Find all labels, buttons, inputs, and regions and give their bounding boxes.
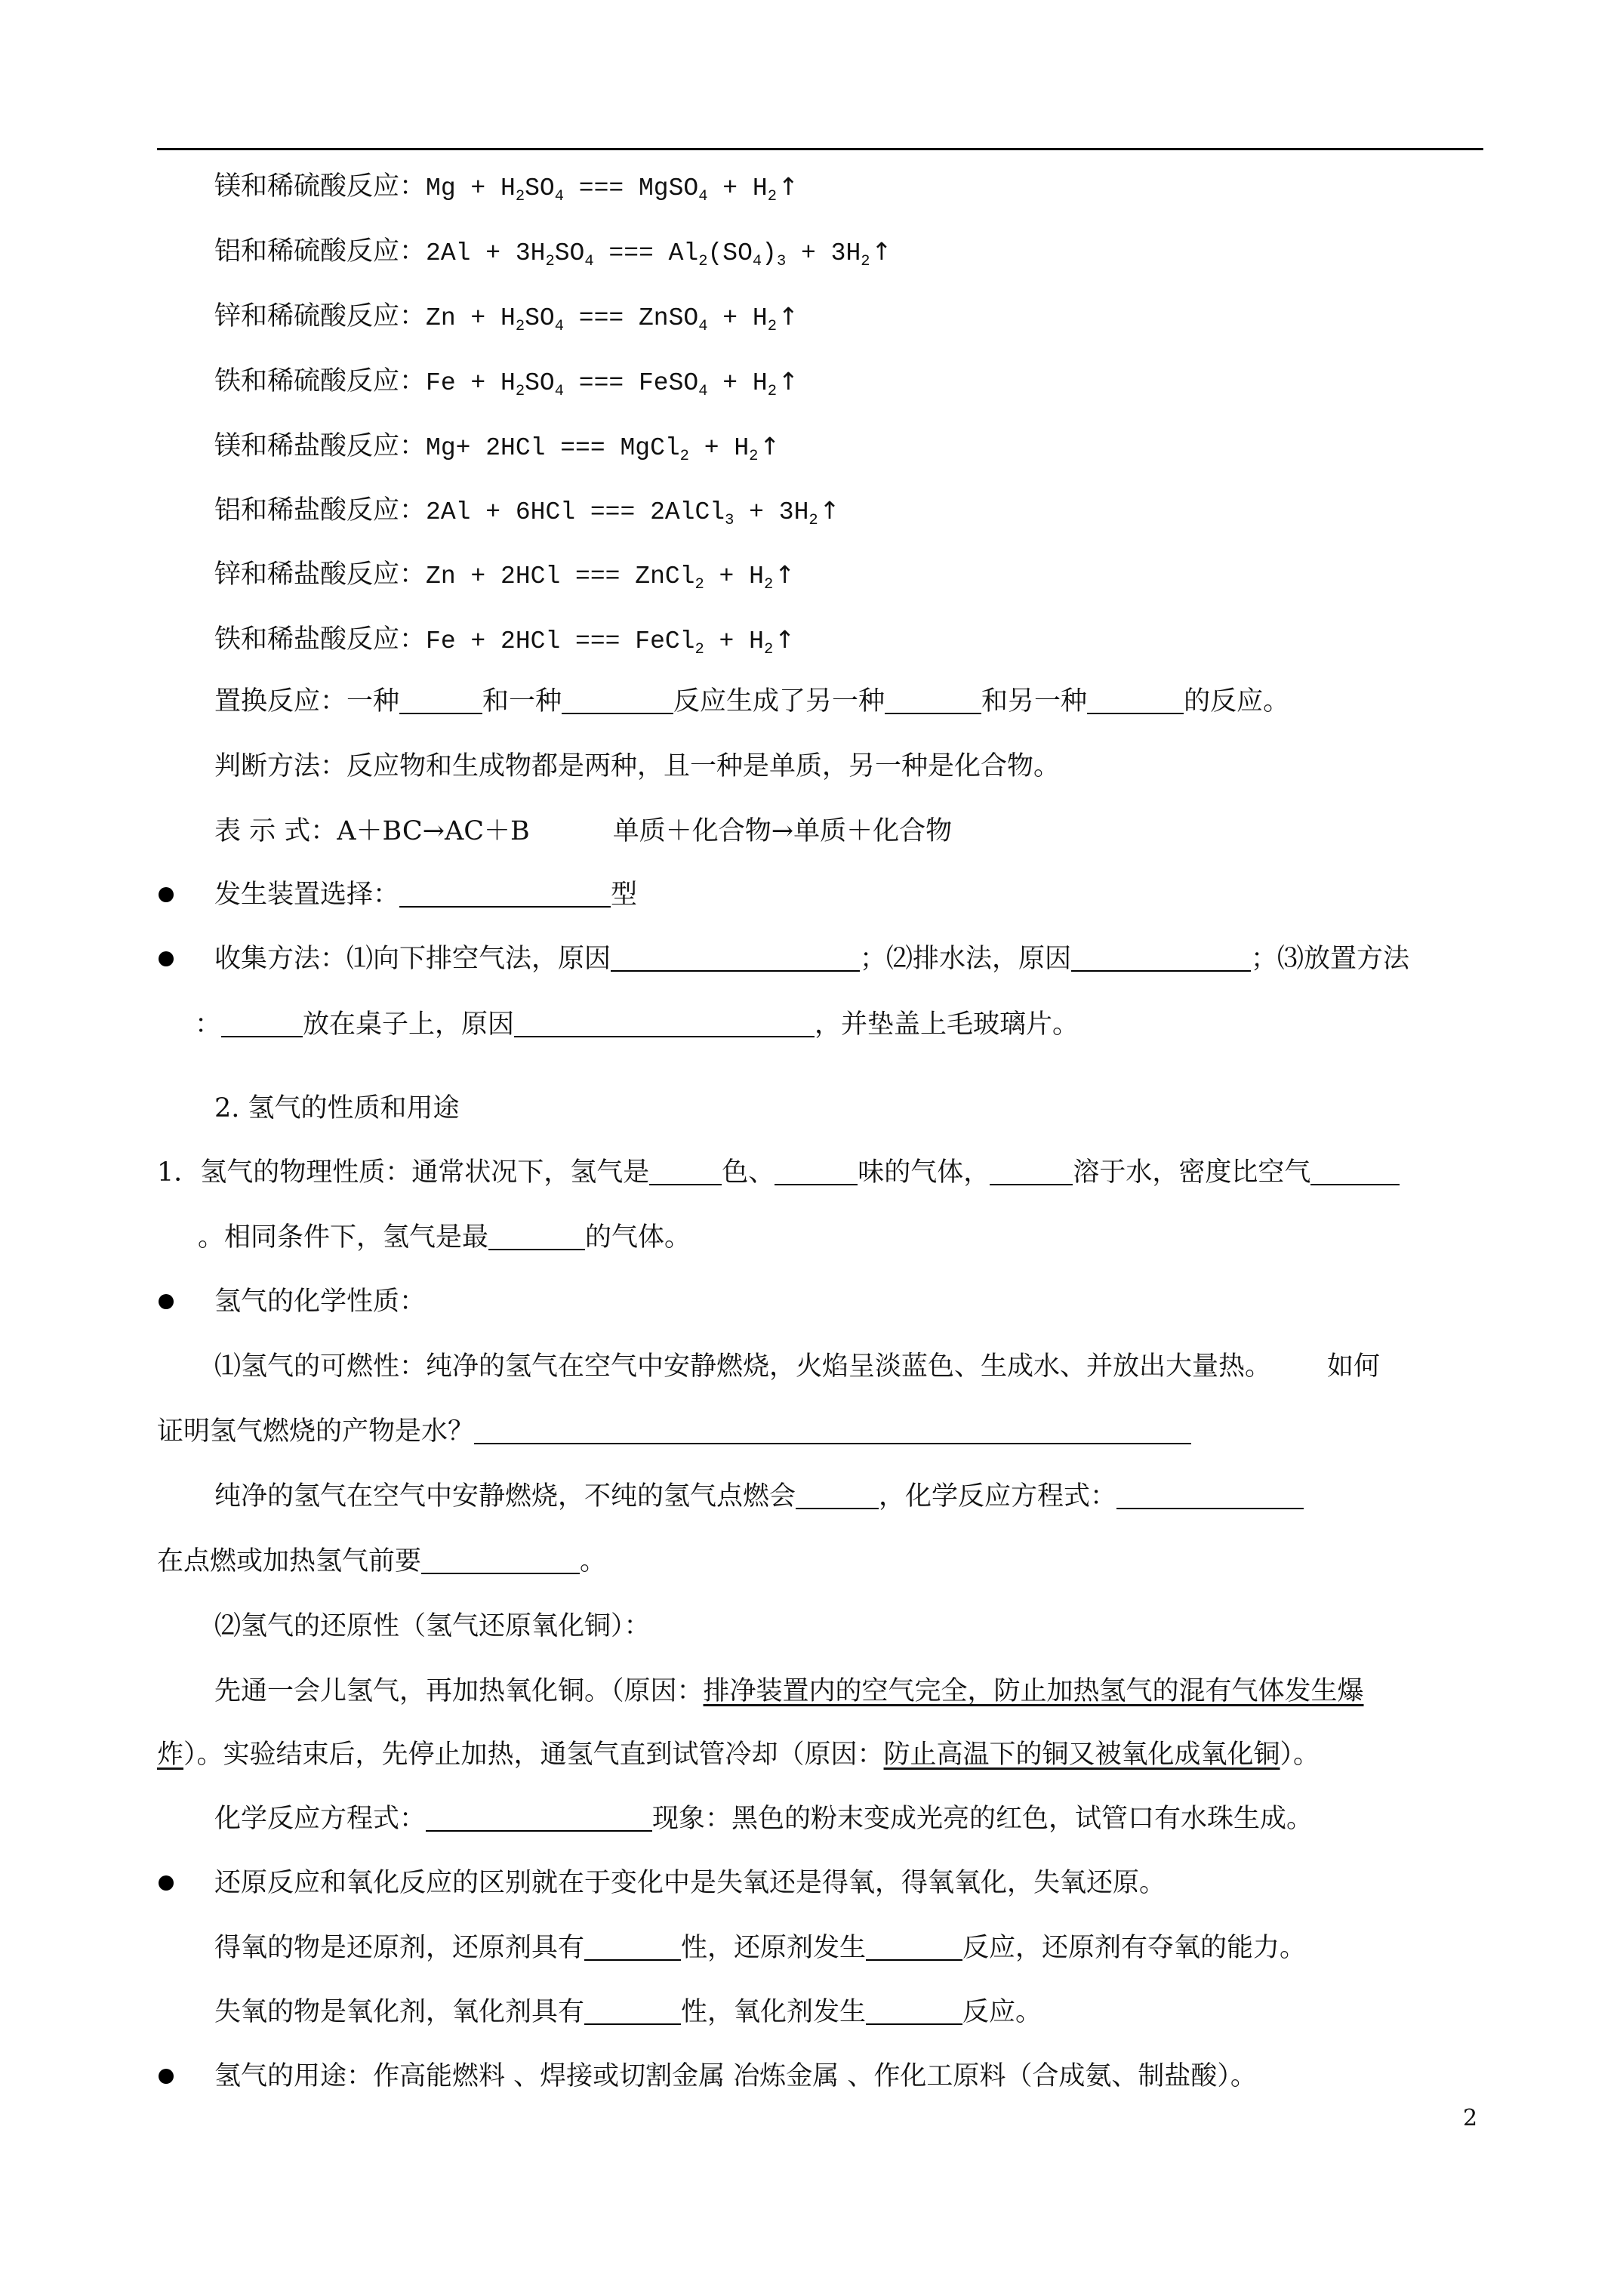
reaction-line: [214, 427, 780, 467]
reaction-line: [214, 233, 892, 273]
procedure-cont: 炸）。实验结束后，先停止加热，通氢气直到试管冷却（原因：防止高温下的铜又被氧化成氧化铜）。: [157, 1740, 1320, 1770]
blank[interactable]: [1116, 1482, 1304, 1509]
reaction-label: 铁和稀硫酸反应：: [214, 366, 427, 396]
gas-arrow-icon: ↑: [775, 560, 796, 589]
blank[interactable]: [866, 1934, 962, 1961]
reaction-label: 铝和稀硫酸反应：: [214, 236, 427, 267]
reaction-label: 锌和稀盐酸反应：: [214, 559, 427, 590]
redox-definition: 还原反应和氧化反应的区别就在于变化中是失氧还是得氧，得氧氧化，失氧还原。: [214, 1868, 1166, 1898]
physical-properties-cont: 。相同条件下，氢气是最 的气体。: [198, 1222, 691, 1253]
reaction-label: 镁和稀盐酸反应：: [214, 431, 427, 461]
reaction-label: 铝和稀盐酸反应：: [214, 495, 427, 525]
gas-arrow-icon: ↑: [775, 625, 796, 654]
combustion-question: 证明氢气燃烧的产物是水？: [157, 1413, 1191, 1450]
section-title: 2. 氢气的性质和用途: [214, 1093, 460, 1123]
reaction-equation: Mg+ 2HCl === MgCl$_2$ + $H_2↑$: [426, 432, 781, 466]
reaction-equation: $2Al + 3H_2SO_4$ === $Al_2(SO_4)_3$ + $3H_2↑$: [426, 237, 892, 271]
blank[interactable]: [399, 880, 611, 908]
blank[interactable]: [514, 1010, 815, 1037]
oxidizing-agent: 失氧的物是氧化剂，氧化剂具有 性，氧化剂发生 反应。: [214, 1997, 1042, 2027]
gas-arrow-icon: ↑: [778, 172, 799, 201]
reaction-equation: $Fe + H_2SO_4$ === FeSO$_4$ + $H_2↑$: [426, 367, 799, 401]
reaction-line: [214, 362, 799, 402]
reaction-line: [214, 492, 839, 532]
physical-properties: 1．氢气的物理性质：通常状况下，氢气是 色、 味的气体， 溶于水，密度比空气: [157, 1154, 1400, 1191]
reaction-equation: 2Al + 6HCl === 2AlCl$_3$ + $3H_2↑$: [426, 496, 840, 530]
blank[interactable]: [474, 1417, 1191, 1444]
page-number: 2: [1463, 2105, 1478, 2131]
reaction-equation: Fe + 2HCl === FeCl$_2$ + $H_2↑$: [426, 625, 796, 659]
reaction-label: 铁和稀盐酸反应：: [214, 624, 427, 655]
blank[interactable]: [796, 1482, 879, 1509]
apparatus-choice: 发生装置选择： 型: [214, 880, 638, 910]
displacement-definition: 置换反应：一种 和一种 反应生成了另一种 和另一种 的反应。: [214, 686, 1290, 717]
blank[interactable]: [584, 1934, 681, 1961]
bullet-icon: [159, 1875, 174, 1891]
bullet-icon: [159, 951, 174, 966]
bullet-icon: [159, 1294, 174, 1309]
bullet-icon: [159, 2069, 174, 2084]
procedure: 先通一会儿氢气，再加热氧化铜。（原因：排净装置内的空气完全，防止加热氢气的混有气体发生爆: [214, 1676, 1364, 1706]
blank[interactable]: [990, 1158, 1073, 1185]
reaction-label: 锌和稀硫酸反应：: [214, 301, 427, 331]
general-formula: 表 示 式：A＋BC→AC＋B 单质＋化合物→单质＋化合物: [214, 816, 953, 846]
collection-method: 收集方法：⑴向下排空气法，原因 ；⑵排水法，原因 ；⑶放置方法: [214, 944, 1410, 974]
collection-method-cont: ： 放在桌子上，原因 ，并垫盖上毛玻璃片。: [195, 1009, 1079, 1040]
reaction-line: [214, 168, 799, 208]
chemical-properties-title: 氢气的化学性质：: [214, 1287, 427, 1317]
blank[interactable]: [562, 687, 673, 714]
blank[interactable]: [611, 945, 860, 972]
judge-method: 判断方法：反应物和生成物都是两种，且一种是单质，另一种是化合物。: [214, 751, 1061, 781]
blank[interactable]: [649, 1158, 722, 1185]
blank[interactable]: [1087, 687, 1184, 714]
blank[interactable]: [584, 1998, 681, 2025]
reaction-equation: $Mg + H_2SO_4$ === MgSO$_4$ + $H_2↑$: [426, 172, 799, 206]
blank[interactable]: [488, 1223, 585, 1250]
reduction-title: ⑵氢气的还原性（氢气还原氧化铜）：: [214, 1611, 651, 1641]
blank[interactable]: [1071, 945, 1251, 972]
hydrogen-uses: 氢气的用途：作高能燃料 、焊接或切割金属 冶炼金属 、作化工原料（合成氨、制盐酸）。: [214, 2061, 1257, 2091]
gas-arrow-icon: ↑: [819, 496, 840, 525]
combustion: ⑴氢气的可燃性：纯净的氢气在空气中安静燃烧，火焰呈淡蓝色、生成水、并放出大量热。 如何: [214, 1351, 1381, 1382]
blank[interactable]: [399, 687, 482, 714]
reducing-agent: 得氧的物是还原剂，还原剂具有 性，还原剂发生 反应，还原剂有夺氧的能力。: [214, 1933, 1307, 1963]
gas-arrow-icon: ↑: [778, 367, 799, 396]
reduction-equation: 化学反应方程式： 现象：黑色的粉末变成光亮的红色，试管口有水珠生成。: [214, 1804, 1313, 1834]
blank[interactable]: [775, 1158, 858, 1185]
impure-hydrogen: 纯净的氢气在空气中安静燃烧，不纯的氢气点燃会 ，化学反应方程式：: [214, 1478, 1304, 1515]
header-rule: [157, 148, 1483, 150]
reaction-equation: $Zn + H_2SO_4$ === ZnSO$_4$ + $H_2↑$: [426, 302, 799, 336]
reaction-equation: Zn + 2HCl === ZnCl$_2$ + $H_2↑$: [426, 560, 796, 594]
blank[interactable]: [221, 1010, 303, 1037]
blank[interactable]: [1310, 1158, 1400, 1185]
reaction-label: 镁和稀硫酸反应：: [214, 171, 427, 202]
gas-arrow-icon: ↑: [871, 237, 892, 266]
reaction-line: [214, 556, 795, 596]
blank[interactable]: [421, 1547, 580, 1574]
ignition-warning: 在点燃或加热氢气前要 。: [157, 1546, 607, 1576]
gas-arrow-icon: ↑: [778, 302, 799, 331]
gas-arrow-icon: ↑: [759, 432, 781, 461]
bullet-icon: [159, 887, 174, 902]
reaction-line: [214, 297, 799, 337]
blank[interactable]: [866, 1998, 962, 2025]
blank[interactable]: [885, 687, 981, 714]
blank[interactable]: [426, 1804, 652, 1832]
reaction-line: [214, 621, 795, 661]
